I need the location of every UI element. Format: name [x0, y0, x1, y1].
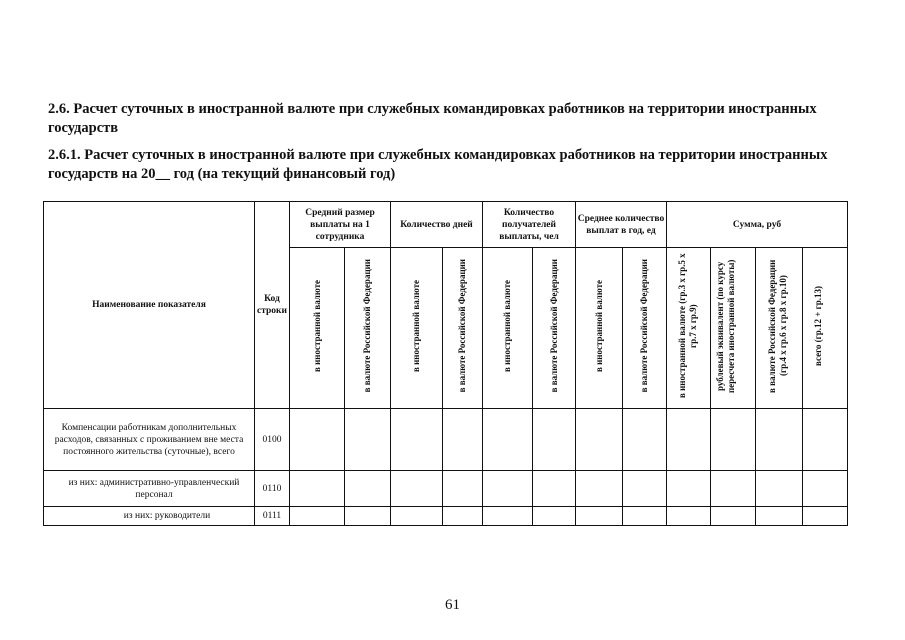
subheader-days-rub: в валюте Российской Федерации [443, 248, 483, 409]
subheader-avg-foreign: в иностранной валюте [290, 248, 345, 409]
cell[interactable] [576, 507, 623, 526]
header-days: Количество дней [391, 202, 483, 248]
cell[interactable] [483, 409, 533, 471]
row-code: 0111 [255, 507, 290, 526]
row-code: 0100 [255, 409, 290, 471]
subheader-count-rub: в валюте Российской Федерации [623, 248, 667, 409]
row-code: 0110 [255, 471, 290, 507]
row-name: из них: административно-управленческий персонал [44, 471, 255, 507]
cell[interactable] [711, 409, 756, 471]
cell[interactable] [483, 507, 533, 526]
cell[interactable] [576, 409, 623, 471]
cell[interactable] [667, 409, 711, 471]
subheader-sum-rub: в валюте Российской Федерации (гр.4 x гр.6 x гр.8 x гр.10) [756, 248, 803, 409]
subsection-heading: 2.6.1. Расчет суточных в иностранной валюте при служебных командировках работников на территории иностранных государств на 20__ год (на текущий финансовый год) [48, 147, 828, 182]
subheader-recipients-rub: в валюте Российской Федерации [533, 248, 576, 409]
cell[interactable] [345, 507, 391, 526]
cell[interactable] [443, 507, 483, 526]
cell[interactable] [667, 507, 711, 526]
cell[interactable] [290, 507, 345, 526]
cell[interactable] [756, 471, 803, 507]
cell[interactable] [803, 409, 848, 471]
per-diem-table [43, 201, 848, 526]
cell[interactable] [533, 507, 576, 526]
subheader-sum-total: всего (гр.12 + гр.13) [803, 248, 848, 409]
header-row-code: Код строки [255, 202, 290, 409]
cell[interactable] [533, 409, 576, 471]
row-name: Компенсации работникам дополнительных расходов, связанных с проживанием вне места постоянного жительства (суточные), всего [44, 409, 255, 471]
subheader-sum-foreign: в иностранной валюте (гр.3 x гр.5 x гр.7 x гр.9) [667, 248, 711, 409]
cell[interactable] [576, 471, 623, 507]
subheader-recipients-foreign: в иностранной валюте [483, 248, 533, 409]
cell[interactable] [483, 471, 533, 507]
cell[interactable] [533, 471, 576, 507]
cell[interactable] [623, 507, 667, 526]
header-sum: Сумма, руб [667, 202, 848, 248]
subheader-count-foreign: в иностранной валюте [576, 248, 623, 409]
cell[interactable] [756, 409, 803, 471]
cell[interactable] [391, 409, 443, 471]
table-row [44, 409, 848, 471]
header-indicator-name: Наименование показателя [44, 202, 255, 409]
cell[interactable] [443, 471, 483, 507]
cell[interactable] [391, 507, 443, 526]
cell[interactable] [623, 409, 667, 471]
row-name: из них: руководители [44, 507, 255, 526]
page-number: 61 [445, 597, 460, 613]
cell[interactable] [803, 471, 848, 507]
cell[interactable] [623, 471, 667, 507]
table-row [44, 471, 848, 507]
cell[interactable] [443, 409, 483, 471]
header-recipients: Количество получателей выплаты, чел [483, 202, 576, 248]
cell[interactable] [711, 471, 756, 507]
subheader-sum-equiv: рублевый эквивалент (по курсу пересчета иностранной валюты) [711, 248, 756, 409]
cell[interactable] [345, 409, 391, 471]
subheader-avg-rub: в валюте Российской Федерации [345, 248, 391, 409]
header-avg-count: Среднее количество выплат в год, ед [576, 202, 667, 248]
cell[interactable] [391, 471, 443, 507]
cell[interactable] [803, 507, 848, 526]
header-avg-payment: Средний размер выплаты на 1 сотрудника [290, 202, 391, 248]
section-heading: 2.6. Расчет суточных в иностранной валюте при служебных командировках работников на территории иностранных государств [48, 101, 817, 136]
table-row [44, 507, 848, 526]
cell[interactable] [667, 471, 711, 507]
cell[interactable] [345, 471, 391, 507]
subheader-days-foreign: в иностранной валюте [391, 248, 443, 409]
cell[interactable] [711, 507, 756, 526]
cell[interactable] [290, 471, 345, 507]
cell[interactable] [290, 409, 345, 471]
cell[interactable] [756, 507, 803, 526]
